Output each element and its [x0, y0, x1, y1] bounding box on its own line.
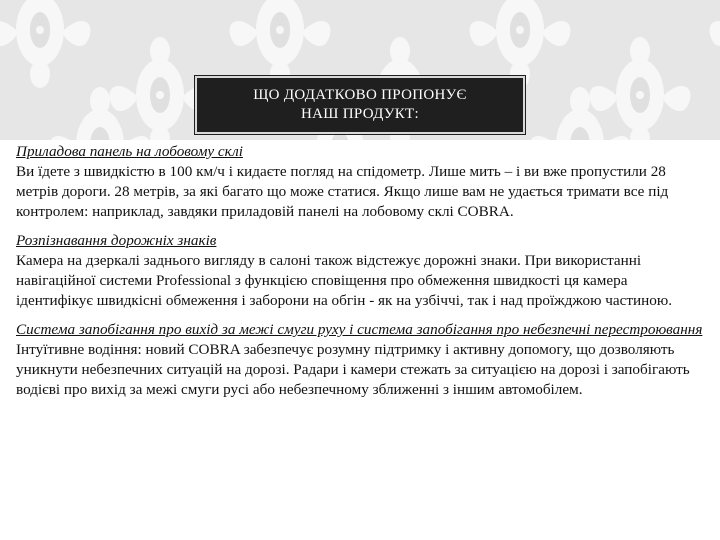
section-body-sign-recognition: Камера на дзеркалі заднього вигляду в салоні також відстежує дорожні знаки. При використанні навігаційної системи Professional з функцією сповіщення про обмеження швидкості ця камера ідентифікує швидкісні обмеження і заборони на обгін - як на узбіччі, так і над проїжджою частиною. [16, 252, 673, 309]
section-heading-lane-assist: Система запобігання про вихід за межі смуги руху і система запобігання про небезпечні перестроювання [16, 321, 703, 338]
section-heading-sign-recognition: Розпізнавання дорожніх знаків [16, 232, 217, 249]
section-sign-recognition [16, 231, 704, 311]
section-body-dashboard: Ви їдете з швидкістю в 100 км/ч і кидаєте погляд на спідометр. Лише мить – і ви вже пропустили 28 метрів дороги. 28 метрів, за які багато що може статися. Якщо лише вам не удається тримати все під контролем: наприклад, завдяки приладовій панелі на лобовому склі COBRA. [16, 163, 669, 220]
section-heading-dashboard: Приладова панель на лобовому склі [16, 143, 243, 160]
section-dashboard [16, 142, 704, 222]
slide-title-line-2: НАШ ПРОДУКТ: [301, 106, 419, 122]
section-body-lane-assist: Інтуїтивне водіння: новий COBRA забезпечує розумну підтримку і активну допомогу, що дозволяють уникнути небезпечних ситуацій на дорозі. Радари і камери стежать за ситуацією на дорозі і запобігають водієві про вихід за межі смуги русі або небезпечному зближенні з іншим автомобілем. [16, 341, 690, 398]
slide-title-box [195, 76, 525, 134]
slide-title-line-1: ЩО ДОДАТКОВО ПРОПОНУЄ [253, 87, 467, 103]
section-lane-assist [16, 320, 704, 400]
slide-content [16, 142, 704, 409]
